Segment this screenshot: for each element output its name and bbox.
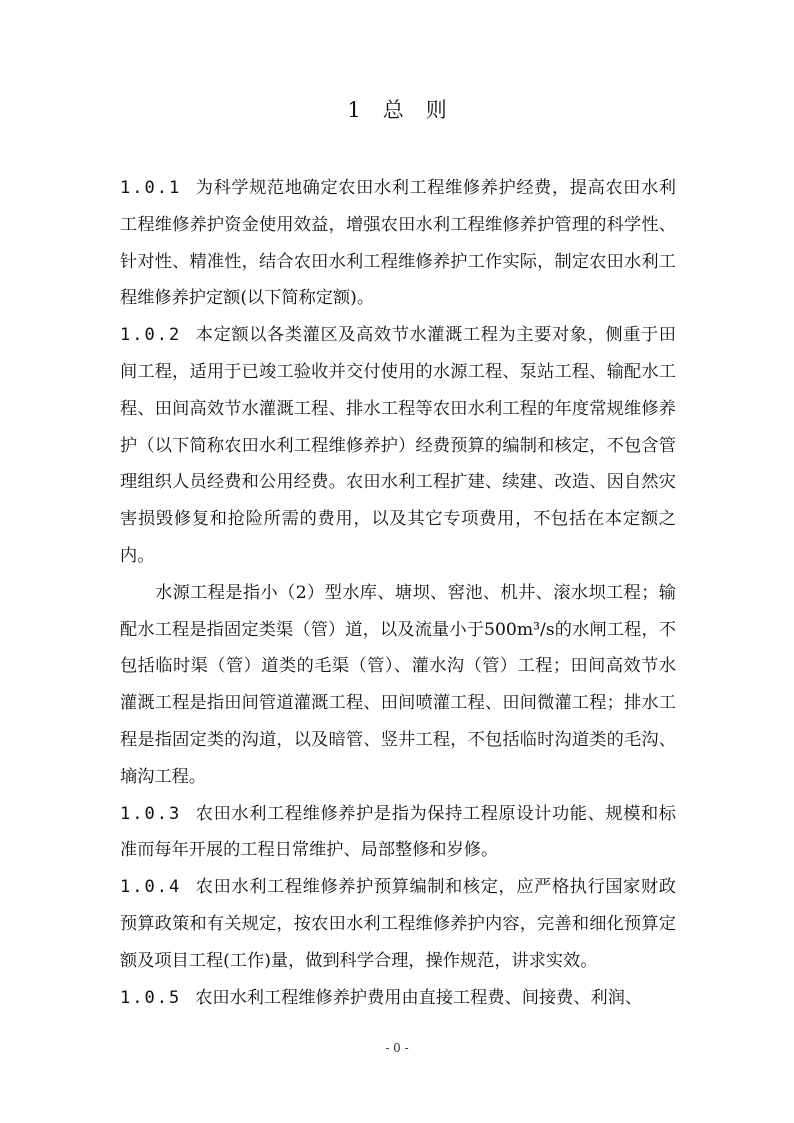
chapter-title-part1: 总 [382,98,404,122]
clause-text: 农田水利工程维修养护是指为保持工程原设计功能、规模和标准而每年开展的工程日常维护、局部整修和岁修。 [120,803,676,861]
clause-number: 1.0.1 [120,178,182,198]
clause-number: 1.0.5 [120,987,182,1008]
clause-1-0-1 [120,170,676,317]
clause-number: 1.0.4 [120,877,182,898]
chapter-title [0,94,794,124]
clause-text: 农田水利工程维修养护预算编制和核定，应严格执行国家财政预算政策和有关规定，按农田水利工程维修养护内容，完善和细化预算定额及项目工程(工作)量，做到科学合理，操作规范，讲求实效。 [120,877,676,971]
chapter-number: 1 [347,98,361,122]
page-number: - 0 - [385,1041,409,1055]
chapter-title-part2: 则 [425,98,447,122]
clause-1-0-3 [120,796,676,870]
clause-text: 为科学规范地确定农田水利工程维修养护经费，提高农田水利工程维修养护资金使用效益，增强农田水利工程维修养护管理的科学性、针对性、精准性，结合农田水利工程维修养护工作实际，制定农田水利工程维修养护定额(以下简称定额)。 [120,178,676,309]
clause-text: 本定额以各类灌区及高效节水灌溉工程为主要对象，侧重于田间工程，适用于已竣工验收并交付使用的水源工程、泵站工程、输配水工程、田间高效节水灌溉工程、排水工程等农田水利工程的年度常规维修养护（以下简称农田水利工程维修养护）经费预算的编制和核定，不包含管理组织人员经费和公用经费。农田水利工程扩建、续建、改造、因自然灾害损毁修复和抢险所需的费用，以及其它专项费用，不包括在本定额之内。 [120,325,676,566]
clause-text: 农田水利工程维修养护费用由直接工程费、间接费、利润、 [195,987,643,1008]
clause-number: 1.0.2 [120,325,182,346]
clause-1-0-2 [120,317,676,575]
clause-1-0-4 [120,869,676,979]
clause-1-0-5 [120,980,676,1017]
clause-number: 1.0.3 [120,803,182,824]
document-body [120,170,676,1016]
clause-1-0-2-note: 水源工程是指小（2）型水库、塘坝、窖池、机井、滚水坝工程；输配水工程是指固定类渠（管）道，以及流量小于500m³/s的水闸工程，不包括临时渠（管）道类的毛渠（管）、灌水沟（管）工程；田间高效节水灌溉工程是指田间管道灌溉工程、田间喷灌工程、田间微灌工程；排水工程是指固定类的沟道，以及暗管、竖井工程，不包括临时沟道类的毛沟、墒沟工程。 [120,582,676,787]
